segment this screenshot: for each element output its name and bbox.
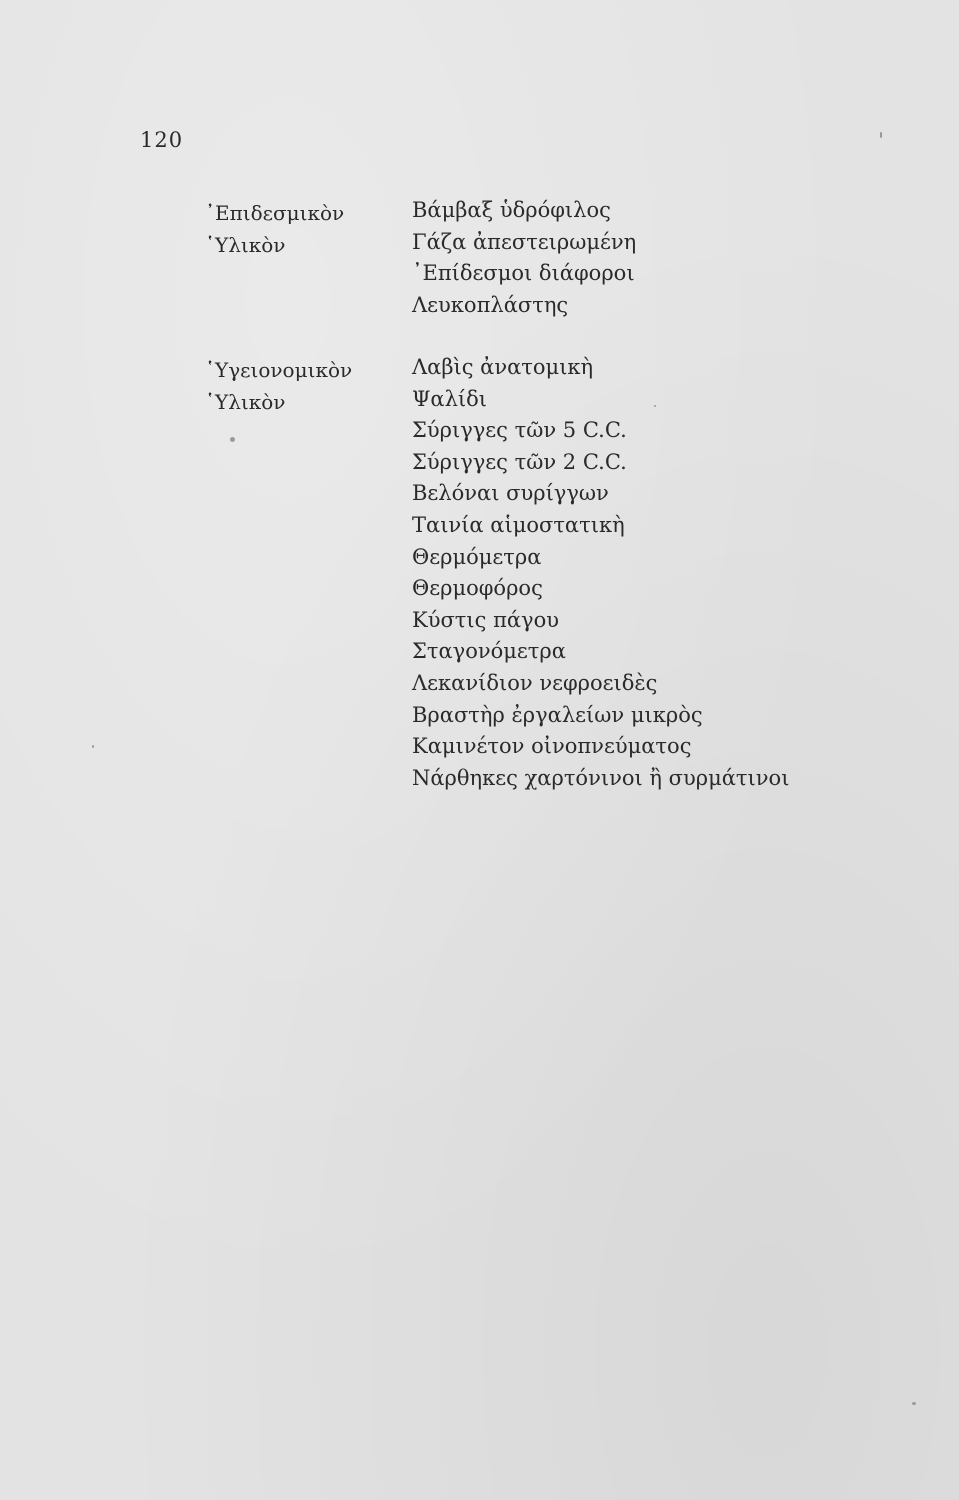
list-item: Βραστὴρ ἐργαλείων μικρὸς: [412, 702, 703, 727]
list-item: Σύριγγες τῶν 5 C.C.: [412, 418, 627, 443]
list-item: Λευκοπλάστης: [412, 292, 569, 317]
item-list-sanitary-material: [412, 352, 942, 794]
paper-speck: [912, 1402, 916, 1405]
paper-speck: [230, 437, 235, 442]
list-item: Κύστις πάγου: [412, 607, 560, 632]
section-label-sanitary-material: [205, 355, 395, 418]
list-item: Ψαλίδι: [412, 386, 488, 411]
item-list-dressing-material: [412, 195, 942, 321]
section-label-line: ῾Υλικὸν: [205, 232, 286, 257]
list-item: Γάζα ἀπεστειρωμένη: [412, 229, 637, 254]
list-item: Λεκανίδιον νεφροειδὲς: [412, 670, 658, 695]
list-item: Λαβὶς ἀνατομικὴ: [412, 355, 594, 379]
list-item: Ταινία αἱμοστατικὴ: [412, 512, 625, 537]
list-item: Θερμοφόρος: [412, 576, 543, 601]
paper-speck: [92, 745, 94, 748]
paper-speck: [880, 132, 882, 138]
list-item: Σύριγγες τῶν 2 C.C.: [412, 449, 627, 474]
list-item: Καμινέτον οἰνοπνεύματος: [412, 734, 692, 759]
list-item: Βελόναι συρίγγων: [412, 481, 609, 506]
section-label-dressing-material: [205, 198, 395, 261]
list-item: Νάρθηκες χαρτόνινοι ἢ συρμάτινοι: [412, 765, 790, 790]
section-label-line: ᾿Επιδεσμικὸν: [205, 201, 345, 225]
list-item: ᾿Επίδεσμοι διάφοροι: [412, 261, 635, 286]
page-number: 120: [140, 128, 184, 152]
list-item: Βάμβαξ ὑδρόφιλος: [412, 198, 611, 222]
list-item: Θερμόμετρα: [412, 544, 542, 569]
section-label-line: ῾Υλικὸν: [205, 389, 286, 414]
section-label-line: ῾Υγειονομικὸν: [205, 358, 353, 382]
paper-speck: [654, 405, 656, 407]
list-item: Σταγονόμετρα: [412, 639, 566, 664]
